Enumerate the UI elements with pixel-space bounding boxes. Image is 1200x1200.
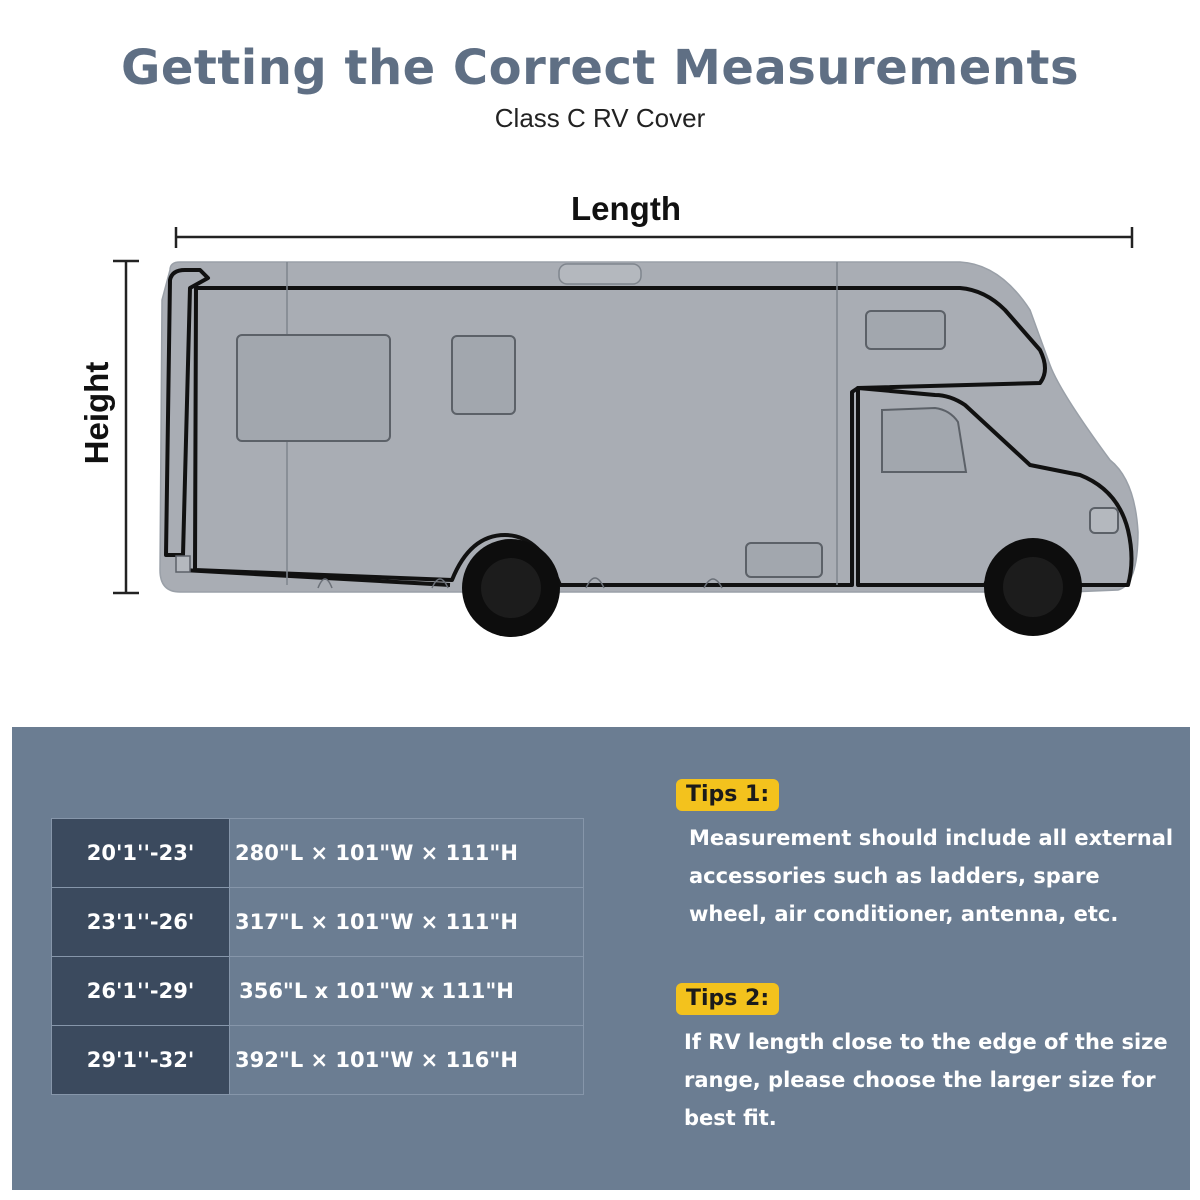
rv-front-wheel-hub <box>1003 557 1063 617</box>
rv-cab-window <box>882 408 966 472</box>
rv-diagram <box>0 160 1200 700</box>
rv-window-small <box>452 336 515 414</box>
size-dimensions-cell: 280"L × 101"W × 111"H <box>230 819 584 888</box>
roof-vent <box>559 264 641 284</box>
tip-2 <box>676 983 1176 1137</box>
tip-2-badge: Tips 2: <box>676 983 779 1015</box>
size-range-cell: 26'1''-29' <box>52 957 230 1026</box>
size-range-cell: 23'1''-26' <box>52 888 230 957</box>
header <box>0 0 1200 160</box>
rv-headlight <box>1090 508 1118 533</box>
rv-storage-door <box>746 543 822 577</box>
size-dimensions-cell: 317"L × 101"W × 111"H <box>230 888 584 957</box>
tip-1-badge: Tips 1: <box>676 779 779 811</box>
table-row <box>52 888 584 957</box>
size-range-cell: 20'1''-23' <box>52 819 230 888</box>
rv-tail-light <box>176 556 190 572</box>
height-label: Height <box>78 361 115 465</box>
size-dimensions-cell: 356"L x 101"W x 111"H <box>230 957 584 1026</box>
tip-1 <box>676 779 1176 933</box>
size-chart-table <box>51 818 584 1095</box>
rv-illustration <box>0 160 1200 700</box>
rv-rear-wheel-hub <box>481 558 541 618</box>
table-row <box>52 1026 584 1095</box>
size-range-cell: 29'1''-32' <box>52 1026 230 1095</box>
height-dimension-line <box>113 261 139 593</box>
length-dimension-line <box>176 227 1132 248</box>
size-dimensions-cell: 392"L × 101"W × 116"H <box>230 1026 584 1095</box>
table-row <box>52 819 584 888</box>
rv-window-large <box>237 335 390 441</box>
length-label: Length <box>571 190 681 227</box>
page-subtitle: Class C RV Cover <box>494 103 706 133</box>
tip-1-text: Measurement should include all external accessories such as ladders, spare wheel, air conditioner, antenna, etc. <box>689 826 1174 926</box>
tip-2-text: If RV length close to the edge of the size range, please choose the larger size for best fit. <box>684 1030 1168 1130</box>
page-title: Getting the Correct Measurements <box>120 40 1080 96</box>
info-panel <box>12 727 1190 1190</box>
rv-cabover-window <box>866 311 945 349</box>
table-row <box>52 957 584 1026</box>
